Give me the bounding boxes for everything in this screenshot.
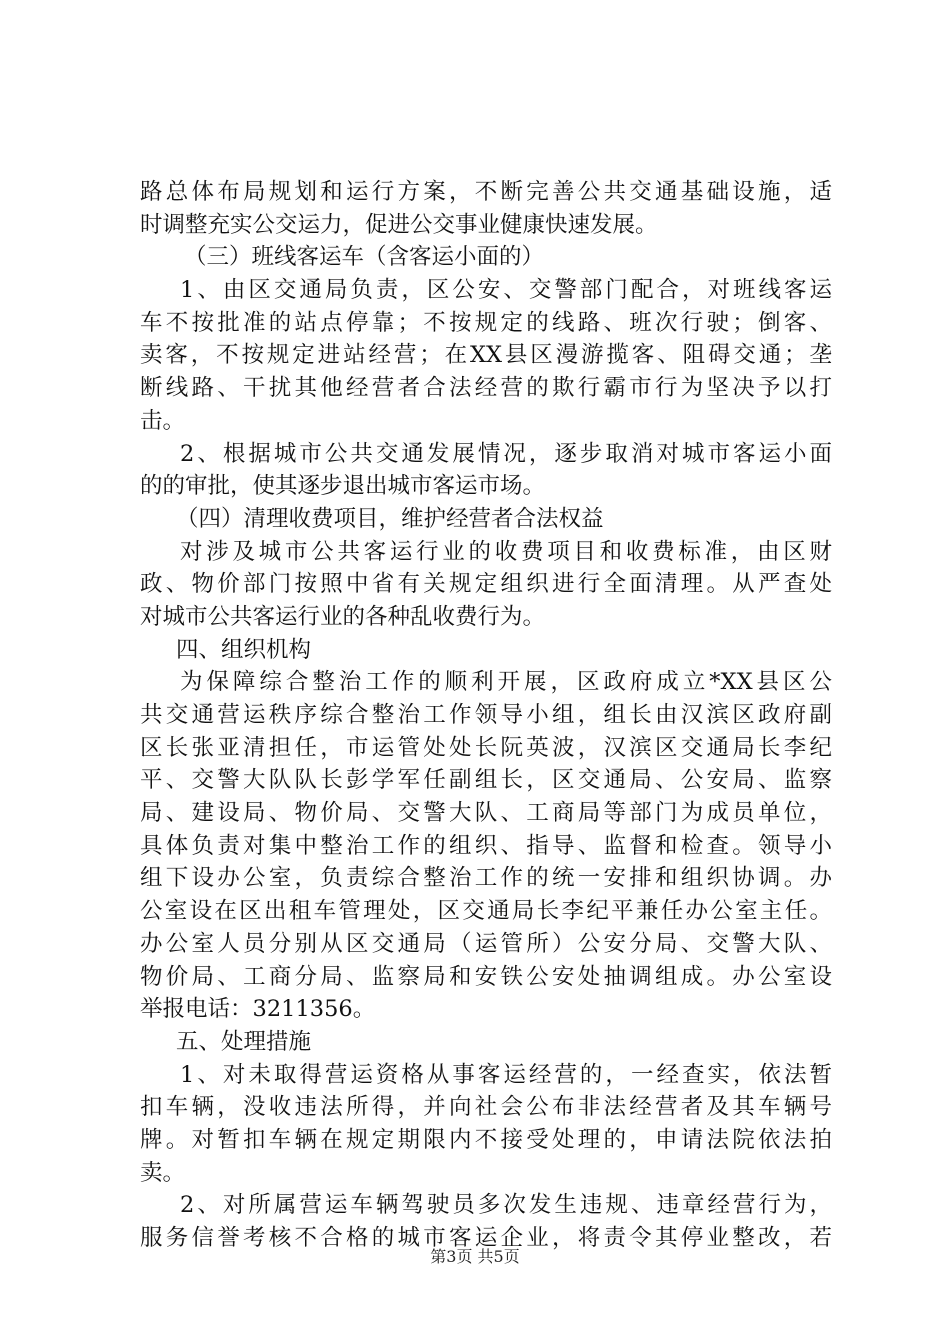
- paragraph-first-line: 2、对所属营运车辆驾驶员多次发生违规、违章经营行为，: [180, 1192, 832, 1219]
- paragraph-first-line: 1、对未取得营运资格从事客运经营的，一经查实，依法暂: [180, 1061, 832, 1088]
- body-line: 时调整充实公交运力，促进公交事业健康快速发展。: [140, 211, 658, 238]
- body-line: 的的审批，使其逐步退出城市客运市场。: [140, 473, 546, 500]
- page-number-footer: 第3页 共5页: [430, 1247, 520, 1266]
- body-line: 政、物价部门按照中省有关规定组织进行全面清理。从严查处: [140, 571, 832, 598]
- body-line: 车不按批准的站点停靠；不按规定的线路、班次行驶；倒客、: [140, 309, 832, 336]
- body-line: 具体负责对集中整治工作的组织、指导、监督和检查。领导小: [140, 832, 832, 859]
- body-line: 区长张亚清担任，市运管处处长阮英波，汉滨区交通局长李纪: [140, 734, 832, 761]
- body-line: 举报电话：3211356。: [140, 996, 376, 1023]
- section-heading: （四）清理收费项目，维护经营者合法权益: [176, 505, 604, 532]
- body-line: 击。: [140, 407, 186, 434]
- body-line: 扣车辆，没收违法所得，并向社会公布非法经营者及其车辆号: [140, 1094, 832, 1121]
- document-body: [140, 176, 832, 1255]
- body-line: 对城市公共客运行业的各种乱收费行为。: [140, 603, 546, 630]
- body-line: 局、建设局、物价局、交警大队、工商局等部门为成员单位，: [140, 800, 832, 827]
- paragraph-first-line: 2、根据城市公共交通发展情况，逐步取消对城市客运小面: [180, 440, 832, 467]
- body-line: 服务信誉考核不合格的城市客运企业，将责令其停业整改，若: [140, 1225, 832, 1251]
- body-line: 公室设在区出租车管理处，区交通局长李纪平兼任办公室主任。: [140, 898, 832, 925]
- body-line: 物价局、工商分局、监察局和安铁公安处抽调组成。办公室设: [140, 963, 832, 990]
- section-heading: （三）班线客运车（含客运小面的）: [184, 244, 545, 271]
- body-line: 牌。对暂扣车辆在规定期限内不接受处理的，申请法院依法拍: [140, 1126, 832, 1153]
- paragraph-first-line: 为保障综合整治工作的顺利开展，区政府成立*XX县区公: [180, 669, 832, 696]
- body-line: 卖。: [140, 1159, 186, 1186]
- body-line: 路总体布局规划和运行方案，不断完善公共交通基础设施，适: [140, 179, 832, 205]
- section-heading: 五、处理措施: [176, 1028, 312, 1055]
- body-line: 断线路、干扰其他经营者合法经营的欺行霸市行为坚决予以打: [140, 375, 832, 402]
- section-heading: 四、组织机构: [176, 636, 312, 663]
- paragraph-first-line: 1、由区交通局负责，区公安、交警部门配合，对班线客运: [180, 277, 832, 304]
- body-line: 共交通营运秩序综合整治工作领导小组，组长由汉滨区政府副: [140, 702, 832, 728]
- paragraph-first-line: 对涉及城市公共客运行业的收费项目和收费标准，由区财: [180, 538, 832, 565]
- body-line: 卖客，不按规定进站经营；在XX县区漫游揽客、阻碍交通；垄: [140, 342, 832, 369]
- body-line: 办公室人员分别从区交通局（运管所）公安分局、交警大队、: [140, 930, 832, 957]
- body-line: 平、交警大队队长彭学军任副组长，区交通局、公安局、监察: [140, 767, 832, 794]
- body-line: 组下设办公室，负责综合整治工作的统一安排和组织协调。办: [140, 865, 832, 892]
